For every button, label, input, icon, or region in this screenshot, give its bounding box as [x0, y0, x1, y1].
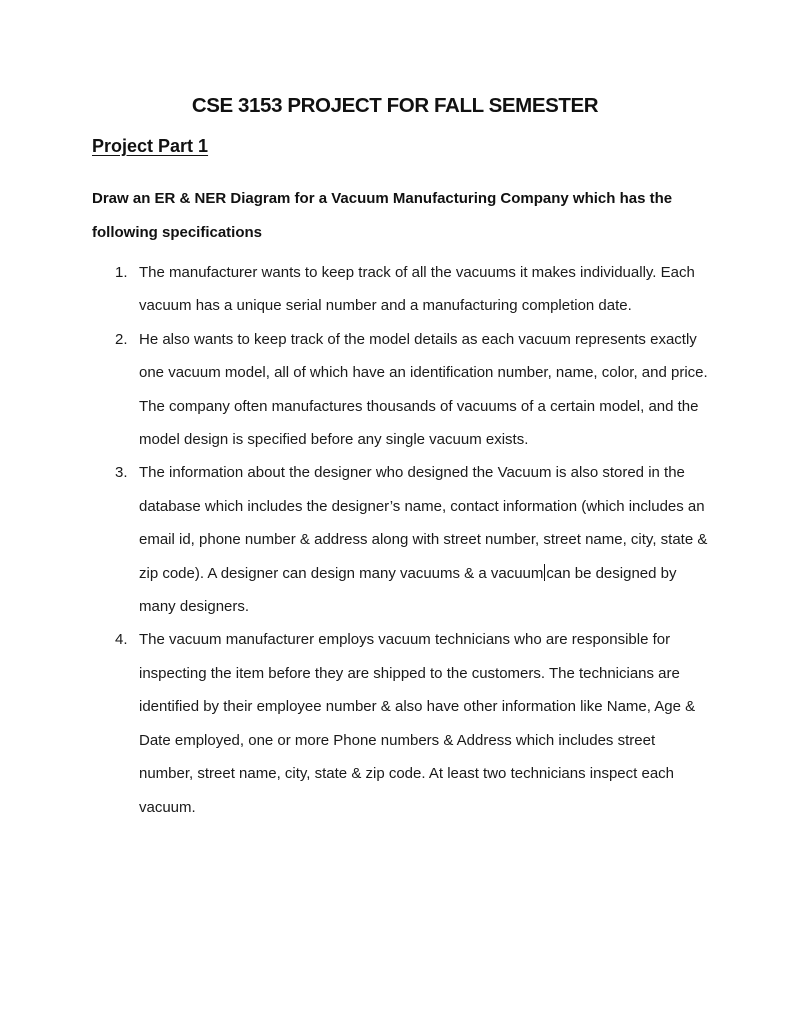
- list-item-text: He also wants to keep track of the model details as each vacuum represents exactly one vacuum model, all of which have an identification number, name, color, and price. The company often manufactures thousands of vacuums of a certain model, and the model design is specified before any single vacuum exists.: [139, 330, 708, 449]
- list-item: [0, 623, 709, 823]
- list-item-number: 4.: [115, 631, 128, 649]
- list-item-number: 2.: [115, 330, 128, 348]
- list-item: [0, 323, 709, 457]
- document-title: CSE 3153 PROJECT FOR FALL SEMESTER: [191, 94, 599, 117]
- list-item-text: The manufacturer wants to keep track of all the vacuums it makes individually. Each vacuum has a unique serial number and a manufacturing completion date.: [139, 264, 695, 315]
- text-before-cursor: The information about the designer who designed the Vacuum is also stored in the database which includes the designer’s name, contact information (which includes an email id, phone number & address along with street number, street name, city, state & zip code). A designer can design many vacuums & a vacuum: [139, 464, 708, 582]
- list-item-text: The vacuum manufacturer employs vacuum technicians who are responsible for inspecting the item before they are shipped to the customers. The technicians are identified by their employee number & also have other information like Name, Age & Date employed, one or more Phone numbers & Address which includes street number, street name, city, state & zip code. At least two technicians inspect each vacuum.: [139, 631, 696, 816]
- list-item-number: 3.: [115, 464, 128, 482]
- text-after-cursor: can be designed by many designers.: [139, 564, 677, 616]
- list-item: [0, 456, 709, 623]
- list-item-text[interactable]: [139, 456, 709, 623]
- list-item: [0, 256, 709, 323]
- specification-list: [0, 256, 790, 824]
- intro-paragraph: Draw an ER & NER Diagram for a Vacuum Manufacturing Company which has the following specifications: [92, 190, 673, 241]
- project-part-heading: Project Part 1: [92, 136, 209, 156]
- list-item-number: 1.: [115, 264, 128, 281]
